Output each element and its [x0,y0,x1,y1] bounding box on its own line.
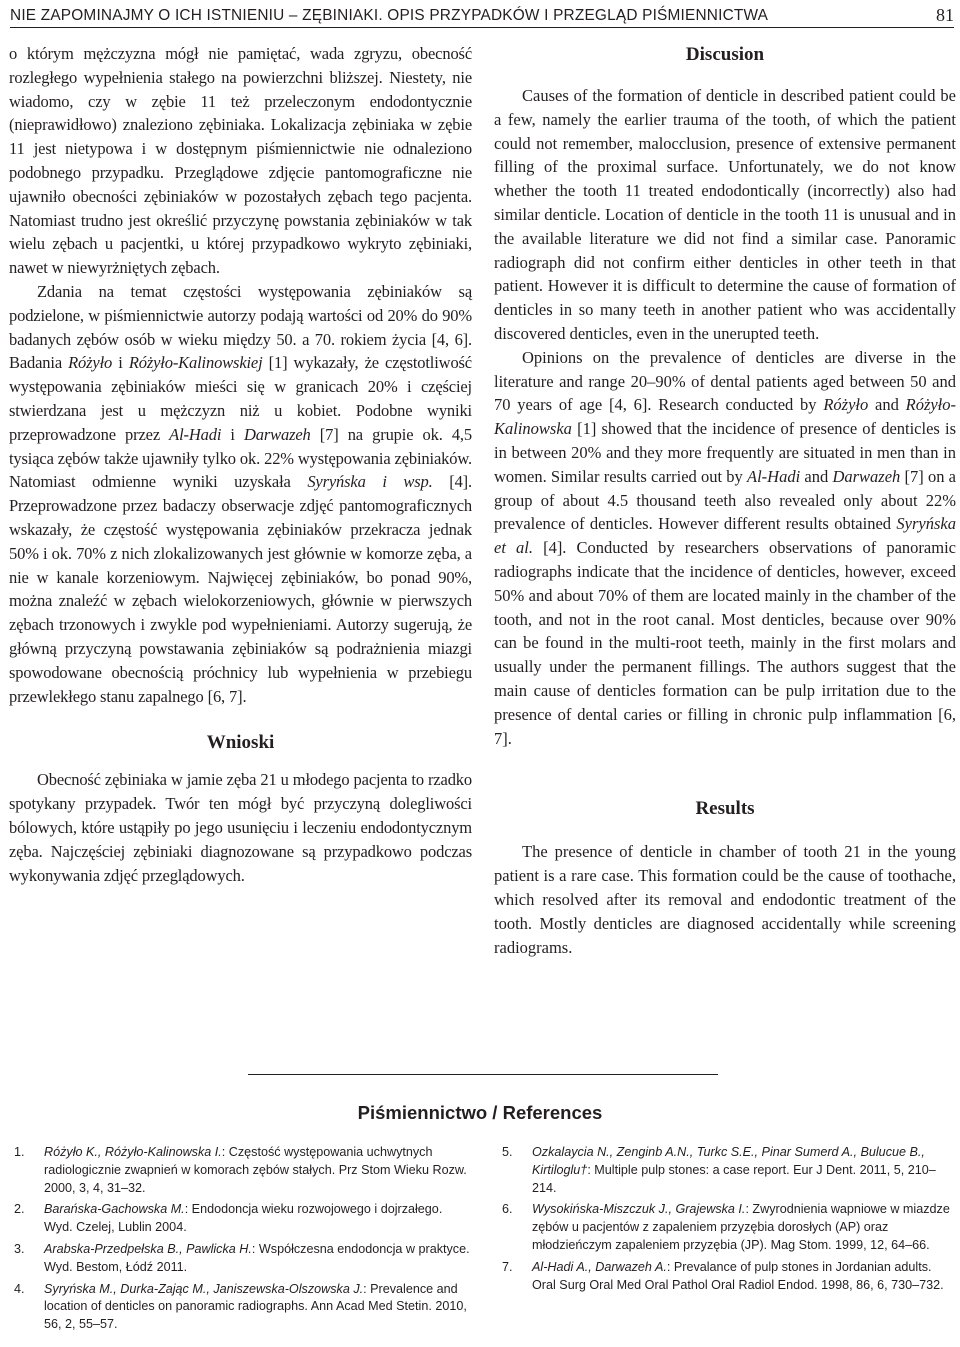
references-title: Piśmiennictwo / References [357,1102,603,1123]
text-run: [4]. Przeprowadzone przez badaczy obserwacje zdjęć pantomograficznych wskazały, że częstość występowania zębiniaków przekracza jednak 50% i ok. 70% z nich zlokalizowanych jest głównie w komorze zęba, a nie w kanale korzeniowym. Najwięcej zębiniaków, bo ponad 90%, można znaleźć w zębach wielokorzeniowych, głównie w pierwszych zębach trzonowych i zwykle pod wypełnieniami. Autorzy sugerują, że główną przyczyną powstawania zębiniaków są podrażnienia miazgi spowodowane obecnością próchnicy lub wypełnienia w przebiegu przewlekłego stanu zapalnego [6, 7]. [9,472,472,706]
text-run: i [112,353,129,373]
reference-number: 7. [502,1259,513,1274]
references-list-left [14,1144,474,1338]
author-name: Syryńska et al. [494,514,956,558]
right-column [494,42,956,959]
divider-rule [248,1074,718,1075]
reference-authors: Syryńska M., Durka-Zając M., Janiszewska-Olszowska J. [44,1281,364,1296]
reference-number: 4. [14,1281,25,1296]
author-name: Al-Hadi [747,466,801,486]
reference-item [14,1281,474,1334]
paragraph-wnioski: Obecność zębiniaka w jamie zęba 21 u młodego pacjenta to rzadko spotykany przypadek. Twór ten mógł być przyczyną dolegliwości bólowych, które ustąpiły po jego usunięciu i leczeniu endodontycznym zęba. Najczęściej zębiniaki diagnozowane są przypadkowo podczas wykonywania zdjęć przeglądowych. [9,770,472,885]
reference-number: 6. [502,1202,513,1217]
paragraph-results: The presence of denticle in chamber of tooth 21 in the young patient is a rare case. This formation could be the cause of toothache, which resolved after its removal and endodontic treatment of the tooth. Mostly denticles are diagnosed accidentally while screening radiograms. [494,842,956,957]
section-heading-wnioski: Wnioski [206,732,275,754]
reference-text: : Multiple pulp stones: a case report. Eur J Dent. 2011, 5, 210–214. [532,1162,936,1195]
text-run: [1] showed that the incidence of presence of denticles is in between 20% and they more frequently are situated in men than in women. Similar results carried out by [494,419,956,486]
text-run: [4]. Conducted by researchers observations of panoramic radiographs indicate that the incidence of denticles, however, exceed 50% and about 70% of them are located mainly in the chamber of the tooth, and not in the root canal. Most denticles, because over 90% can be found in the multi-root teeth, mainly in the first molars and usually under the permanent fillings. The authors suggest that the main cause of denticles formation can be pulp irritation due to the presence of dental caries or filling in chronic pulp inflammation [6, 7]. [494,538,956,748]
reference-text: : Częstość występowania uchwytnych radiologicznie zwapnień w komorach zębów stałych. Prz Stom Wieku Rozw. 2000, 3, 4, 31–32. [44,1145,467,1195]
reference-text: : Prevalence and location of denticles on panoramic radiographs. Ann Acad Med Stetin. 2010, 56, 2, 55–57. [44,1281,467,1332]
text-run: [7] na grupie ok. 4,5 tysiąca zębów także ujawniły tylko ok. 22% występowania zębiniaków. Natomiast odmienne wyniki uzyskała [9,424,472,492]
author-name: Różyło [68,353,113,373]
reference-number: 3. [14,1241,25,1256]
reference-text: : Endodoncja wieku rozwojowego i dojrzałego. Wyd. Czelej, Lublin 2004. [44,1202,443,1235]
author-name: Syryńska i wsp. [307,472,433,492]
text-run: [7] on a group of about 4.5 thousand teeth also revealed only about 22% prevalence of denticles. However different results obtained [494,466,956,534]
paragraph-prevalence-pl [9,280,472,708]
reference-authors: Różyło K., Różyło-Kalinowska I. [44,1145,222,1159]
reference-authors: Ozkalaycia N., Zenginb A.N., Turkc S.E., Pinar Sumerd A., Bulucue B., Kirtiloglu† [532,1145,925,1177]
text-run: i [221,424,244,444]
author-name: Darwazeh [244,424,311,444]
author-name: Darwazeh [832,466,901,486]
paragraph-discussion-1: Causes of the formation of denticle in described patient could be a few, namely the earlier trauma of the tooth, of which the patient could not remember, malocclusion, presence of extensive permanent filling of the proximal surface. Unfortunately, we do not know whether the tooth 11 treated endodontically (incorrectly) also had similar denticle. Location of denticle in the tooth 11 is unusual and in the available literature we did not find a similar case. Panoramic radiograph did not confirm either denticles in other teeth in that patient. However it is difficult to determine the cause of formation of denticles in so many teeth in another patient who was accidentally discovered denticles, even in the unerupted teeth. [494,86,956,343]
reference-item [502,1259,954,1295]
text-run: Opinions on the prevalence of denticles are diverse in the literature and range 20–90% of dental patients aged between 50 and 70 years of age [4, 6]. Research conducted by [494,347,956,415]
section-heading-results: Results [695,798,755,820]
reference-text: : Prevalance of pulp stones in Jordanian adults. Oral Surg Oral Med Oral Pathol Oral Radiol Endod. 1998, 86, 6, 730–732. [532,1259,944,1292]
author-name: Różyło-Kalinowska [494,395,957,439]
author-name: Różyło-Kalinowskiej [128,353,263,373]
reference-text: : Zwyrodnienia wapniowe w miazdze zębów u pacjentów z zapaleniem przyzębia dorosłych (AP) oraz młodzieńczym zapaleniem przyzębia (JP). Mag Stom. 1999, 12, 64–66. [532,1202,950,1252]
reference-item [14,1144,474,1197]
text-run: and [868,395,906,415]
paragraph-case-discussion: o którym mężczyzna mógł nie pamiętać, wada zgryzu, obecność rozległego wypełnienia stałego na powierzchni bliższej. Niestety, nie wiadomo, czy w zębie 11 też przeleczonym endodontycznie (nieprawidłowo) znaleziono zębiniaka. Lokalizacja zębiniaka w zębie 11 jest nietypowa i w dostępnym piśmiennictwie nie odnaleziono podobnego przypadku. Przeglądowe zdjęcie pantomograficzne nie ujawniło obecności zębiniaków w pozostałych zębach tego pacjenta. Natomiast trudno jest określić przyczynę powstania zębiniaków w tak wielu zębach u pacjentki, u której przypadkowo wykryto zębiniaki, nawet w niewyrżniętych zębach. [9,44,472,278]
author-name: Różyło [823,395,869,415]
reference-item [502,1201,954,1254]
references-list-right [502,1144,954,1298]
left-column [9,42,472,887]
reference-authors: Barańska-Gachowska M. [44,1202,185,1217]
reference-number: 2. [14,1202,25,1217]
reference-number: 1. [14,1145,25,1159]
page-number: 81 [936,5,954,25]
reference-number: 5. [502,1145,513,1159]
paragraph-discussion-2 [494,346,956,751]
reference-text: : Współczesna endodoncja w praktyce. Wyd. Bestom, Łódź 2011. [44,1241,470,1274]
text-run: [1] wykazały, że częstotliwość występowania zębiniaków mieści się w granicach 20% i częściej stwierdzana jest u mężczyzn niż u kobiet. Podobne wyniki przeprowadzone przez [9,353,472,444]
reference-authors: Arabska-Przedpełska B., Pawlicka H. [44,1241,252,1256]
author-name: Al-Hadi [169,424,222,444]
reference-authors: Al-Hadi A., Darwazeh A. [532,1259,667,1274]
reference-item [502,1144,954,1197]
reference-authors: Wysokińska-Miszczuk J., Grajewska I. [532,1202,746,1217]
text-run: and [800,466,833,486]
reference-item [14,1241,474,1277]
reference-item [14,1201,474,1237]
section-heading-discussion: Discusion [685,44,765,65]
text-run: Zdania na temat częstości występowania zębiniaków są podzielone, w piśmiennictwie autorzy podają wartości od 20% do 90% badanych zębów osób w wieku między 50. a 70. rokiem życia [4, 6]. Badania [9,281,472,373]
running-title: NIE ZAPOMINAJMY O ICH ISTNIENIU – ZĘBINIAKI. OPIS PRZYPADKÓW I PRZEGLĄD PIŚMIENNICTWA [10,7,769,24]
running-header [10,4,954,28]
